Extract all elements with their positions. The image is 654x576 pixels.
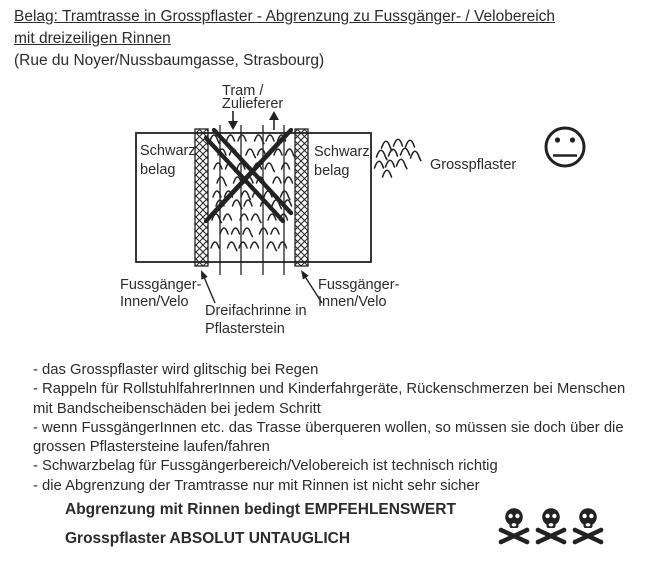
tram-direction-up-arrow-icon: [269, 111, 279, 130]
notes-block: [33, 361, 633, 496]
rinne-label-line2: Pflasterstein: [205, 321, 285, 337]
title-line-2: mit dreizeiligen Rinnen: [14, 30, 171, 47]
skull-rating: [499, 508, 604, 544]
grosspflaster-squiggles: [375, 139, 421, 177]
schwarzbelag-left-line1: Schwarz: [140, 143, 196, 159]
fussgaenger-left-line1: Fussgänger-: [120, 277, 202, 293]
schwarzbelag-right-line2: belag: [314, 163, 350, 179]
grosspflaster-label: Grosspflaster: [430, 157, 517, 173]
conclusion-block: [65, 496, 456, 553]
skull-crossbones-icon: [499, 508, 530, 544]
skull-crossbones-icon: [573, 508, 604, 544]
subtitle: (Rue du Noyer/Nussbaumgasse, Strasbourg): [14, 52, 325, 69]
conclusion-line-1: Abgrenzung mit Rinnen bedingt EMPFEHLENSWERT: [65, 501, 456, 518]
tram-label-line1: Tram /: [222, 83, 264, 99]
schwarzbelag-right-line1: Schwarz: [314, 144, 370, 160]
tram-label-line2: Zulieferer: [222, 96, 284, 112]
note-item: - die Abgrenzung der Tramtrasse nur mit Rinnen ist nicht sehr sicher: [33, 477, 480, 494]
rinne-label-line1: Dreifachrinne in: [205, 303, 307, 319]
fussgaenger-left-line2: Innen/Velo: [120, 294, 189, 310]
neutral-face-icon: [546, 128, 584, 166]
fussgaenger-right-line2: Innen/Velo: [318, 294, 387, 310]
cobblestone-pattern: [210, 135, 295, 251]
note-item: - das Grosspflaster wird glitschig bei Regen: [33, 362, 319, 378]
tram-direction-down-arrow-icon: [228, 111, 238, 130]
schwarzbelag-left-line2: belag: [140, 162, 176, 178]
gutter-strip-right: [295, 129, 308, 266]
gutter-strip-left: [195, 129, 208, 266]
rinne-callout-arrow-left: [201, 270, 215, 303]
note-item: - wenn FussgängerInnen etc. das Trasse überqueren wollen, so müssen sie doch über die grossen Pflastersteine laufen/fahren: [33, 419, 624, 456]
title-line-1: Belag: Tramtrasse in Grosspflaster - Abgrenzung zu Fussgänger- / Velobereich: [14, 8, 556, 25]
fussgaenger-right-line1: Fussgänger-: [318, 277, 400, 293]
skull-crossbones-icon: [536, 508, 567, 544]
conclusion-line-2: Grosspflaster ABSOLUT UNTAUGLICH: [65, 529, 351, 547]
note-item: - Schwarzbelag für Fussgängerbereich/Velobereich ist technisch richtig: [33, 458, 498, 475]
note-item: - Rappeln für RollstuhlfahrerInnen und Kinderfahrgeräte, Rückenschmerzen bei Menschen mit Bandscheibenschäden bei jedem Schritt: [33, 381, 626, 417]
